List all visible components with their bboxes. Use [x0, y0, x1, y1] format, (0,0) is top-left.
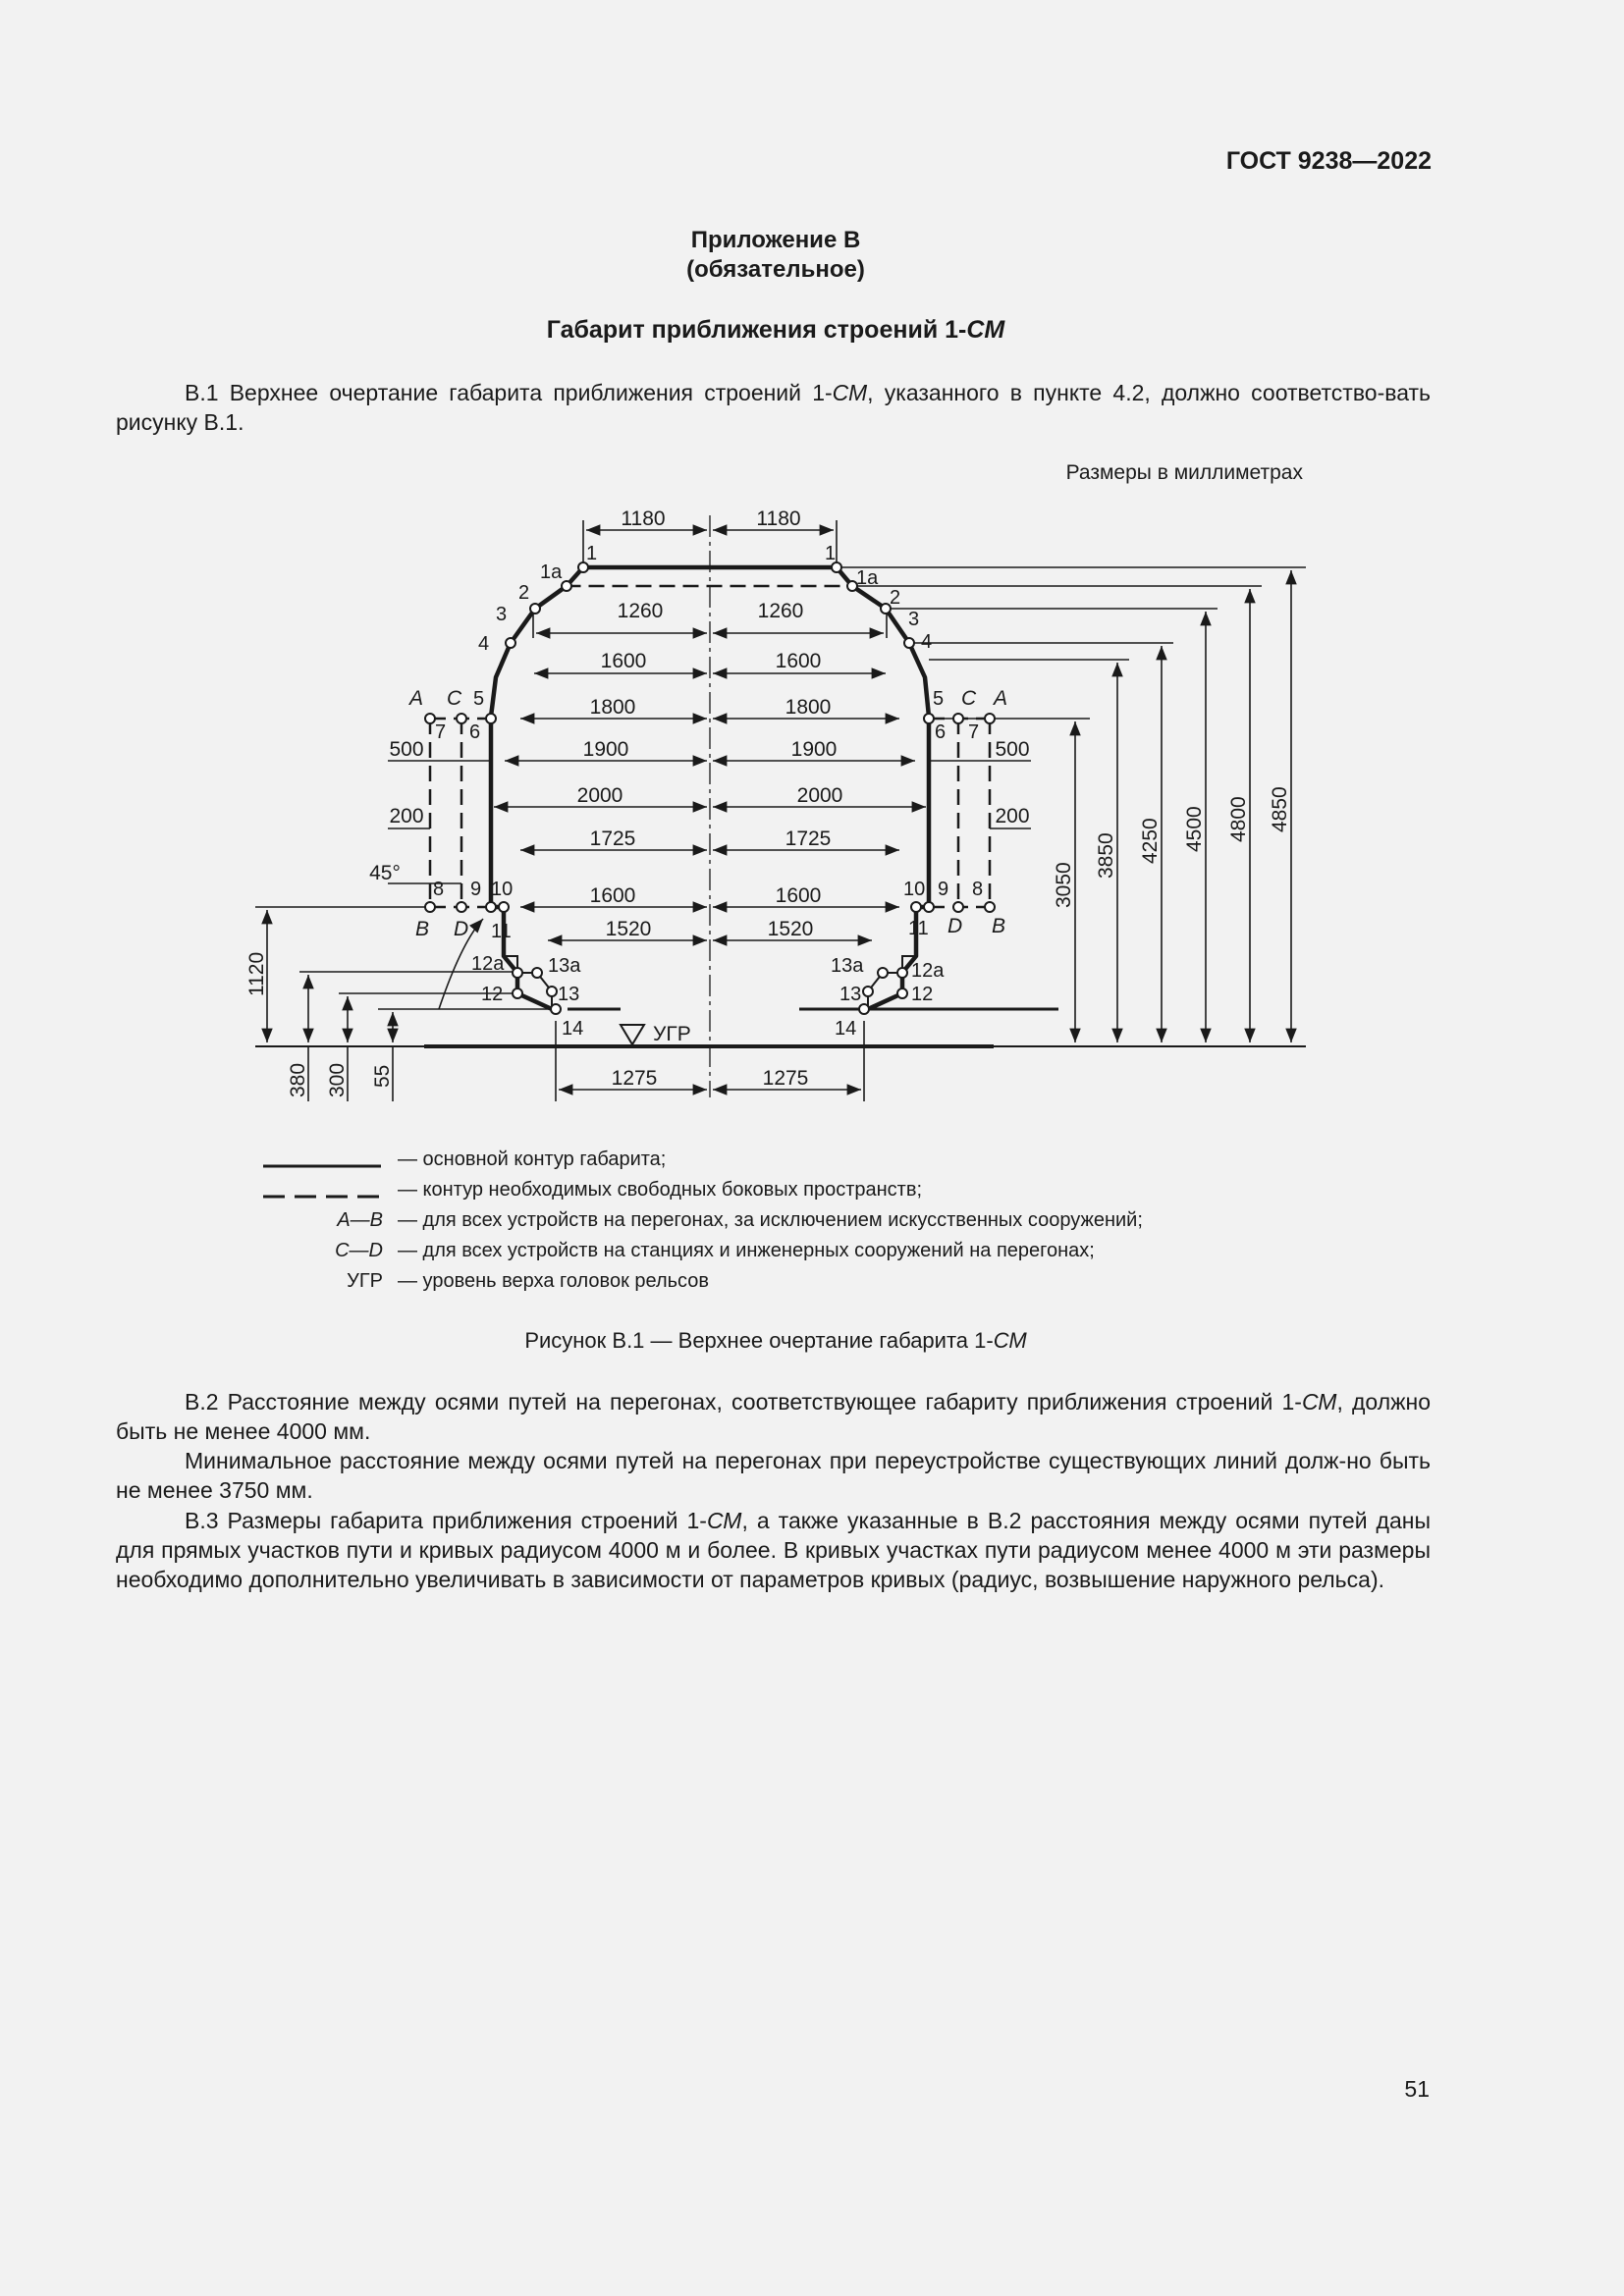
ugr-label: УГР	[653, 1023, 691, 1045]
dim-1275-right: 1275	[762, 1067, 809, 1090]
paragraph-b1: В.1 Верхнее очертание габарита приближения строений 1-СМ, указанного в пункте 4.2, должно соответство-вать рисунку В.1.	[116, 380, 1432, 435]
dim-500-left: 500	[389, 738, 424, 761]
dim-1260-left: 1260	[617, 600, 664, 622]
dim-300: 300	[326, 1062, 349, 1097]
dim-45-deg: 45°	[369, 862, 401, 884]
pt-2-left: 2	[518, 582, 530, 604]
legend-key-cd: C—D	[335, 1240, 383, 1261]
dim-380: 380	[287, 1062, 309, 1097]
dim-2000-right: 2000	[796, 784, 843, 807]
pt-6-left: 6	[469, 721, 481, 743]
dim-3050: 3050	[1053, 862, 1075, 908]
dim-2000-left: 2000	[576, 784, 623, 807]
pt-2-right: 2	[890, 587, 901, 609]
dim-200-right: 200	[995, 805, 1030, 828]
dim-1600-bottom-right: 1600	[775, 884, 822, 907]
legend-side-contour: — контур необходимых свободных боковых пространств;	[398, 1179, 923, 1201]
pt-14-right: 14	[835, 1018, 857, 1040]
legend-key-ab: A—B	[337, 1209, 383, 1231]
pt-9-left: 9	[470, 879, 482, 900]
dim-1725-left: 1725	[589, 828, 636, 850]
dim-1800-right: 1800	[785, 696, 832, 719]
pt-1-left: 1	[586, 543, 598, 564]
pt-C-right: C	[961, 687, 977, 710]
dim-1520-right: 1520	[767, 918, 814, 940]
pt-10-right: 10	[903, 879, 926, 900]
pt-B-left: B	[415, 918, 430, 940]
dim-1900-left: 1900	[582, 738, 629, 761]
pt-C-left: C	[447, 687, 462, 710]
pt-4-left: 4	[478, 633, 490, 655]
dim-1180-right: 1180	[756, 507, 801, 530]
pt-B-right: B	[992, 915, 1006, 937]
dim-1180-left: 1180	[621, 507, 666, 530]
pt-13-right: 13	[839, 984, 862, 1005]
dim-4800: 4800	[1227, 796, 1250, 842]
dim-1600-top-left: 1600	[600, 650, 647, 672]
dim-1800-left: 1800	[589, 696, 636, 719]
pt-3-right: 3	[908, 609, 920, 630]
dim-1260-right: 1260	[757, 600, 804, 622]
pt-14-left: 14	[562, 1018, 584, 1040]
legend-text-ab: — для всех устройств на перегонах, за исключением искусственных сооружений;	[398, 1209, 1143, 1231]
pt-13a-left: 13а	[548, 955, 581, 977]
pt-11-right: 11	[908, 918, 929, 939]
dim-1520-left: 1520	[605, 918, 652, 940]
dim-1275-left: 1275	[611, 1067, 658, 1090]
dim-4250: 4250	[1139, 818, 1162, 864]
page-number: 51	[1404, 2076, 1430, 2102]
dim-1120: 1120	[245, 951, 268, 996]
pt-8-left: 8	[433, 879, 445, 900]
dim-4500: 4500	[1183, 806, 1206, 852]
dim-55: 55	[371, 1064, 394, 1088]
pt-7-left: 7	[435, 721, 447, 743]
dim-4850: 4850	[1269, 786, 1291, 832]
pt-4-right: 4	[921, 631, 933, 653]
dim-3850: 3850	[1095, 832, 1117, 879]
figure-caption: Рисунок В.1 — Верхнее очертание габарита 1-СМ	[524, 1328, 1027, 1353]
pt-12-left: 12	[481, 984, 504, 1005]
annex-title: Приложение В	[690, 227, 861, 253]
paragraph-b3: В.3 Размеры габарита приближения строений 1-СМ, а также указанные в В.2 расстояния между осями путей даны для прямых участков пути и кривых радиусом 4000 м и более. В кривых участках пути радиусом менее 4000 м эти размеры необходимо дополнительно увеличивать в зависимости от параметров кривых (радиус, возвышение наружного рельса).	[116, 1508, 1431, 1592]
pt-1a-left: 1а	[540, 561, 563, 583]
pt-11-left: 11	[491, 921, 512, 942]
pt-D-right: D	[947, 915, 963, 937]
pt-13a-right: 13а	[831, 955, 864, 977]
dim-1725-right: 1725	[785, 828, 832, 850]
pt-5-right: 5	[933, 688, 945, 710]
pt-9-right: 9	[938, 879, 949, 900]
annex-status: (обязательное)	[686, 256, 865, 283]
pt-12a-left: 12а	[471, 953, 505, 975]
pt-A-right: A	[994, 687, 1008, 710]
pt-10-left: 10	[491, 879, 514, 900]
pt-D-left: D	[454, 918, 469, 940]
pt-5-left: 5	[473, 688, 485, 710]
pt-3-left: 3	[496, 604, 508, 625]
legend-text-cd: — для всех устройств на станциях и инженерных сооружений на перегонах;	[398, 1240, 1095, 1261]
legend-key-ugr: УГР	[347, 1270, 383, 1292]
legend-text-ugr: — уровень верха головок рельсов	[398, 1270, 710, 1292]
dim-1600-top-right: 1600	[775, 650, 822, 672]
units-note: Размеры в миллиметрах	[1065, 461, 1303, 484]
pt-A-left: A	[409, 687, 424, 710]
paragraph-b2: В.2 Расстояние между осями путей на перегонах, соответствующее габариту приближения строений 1-СМ, должно быть не менее 4000 мм. Минимальное расстояние между осями путей на перегонах при переустройстве существующих линий долж-но быть не менее 3750 мм.	[116, 1389, 1432, 1503]
pt-12-right: 12	[911, 984, 934, 1005]
section-title: Габарит приближения строений 1-СМ	[546, 316, 1005, 344]
dim-1600-bottom-left: 1600	[589, 884, 636, 907]
pt-8-right: 8	[972, 879, 984, 900]
pt-13-left: 13	[558, 984, 580, 1005]
dim-1900-right: 1900	[790, 738, 838, 761]
legend-main-contour: — основной контур габарита;	[398, 1148, 667, 1170]
dim-200-left: 200	[389, 805, 424, 828]
ugr-triangle-icon	[621, 1025, 644, 1044]
pt-7-right: 7	[968, 721, 980, 743]
pt-12a-right: 12а	[911, 960, 945, 982]
standard-code: ГОСТ 9238—2022	[1225, 147, 1432, 175]
pt-1a-right: 1а	[856, 567, 879, 589]
dim-500-right: 500	[995, 738, 1030, 761]
pt-1-right: 1	[825, 543, 837, 564]
pt-6-right: 6	[935, 721, 947, 743]
